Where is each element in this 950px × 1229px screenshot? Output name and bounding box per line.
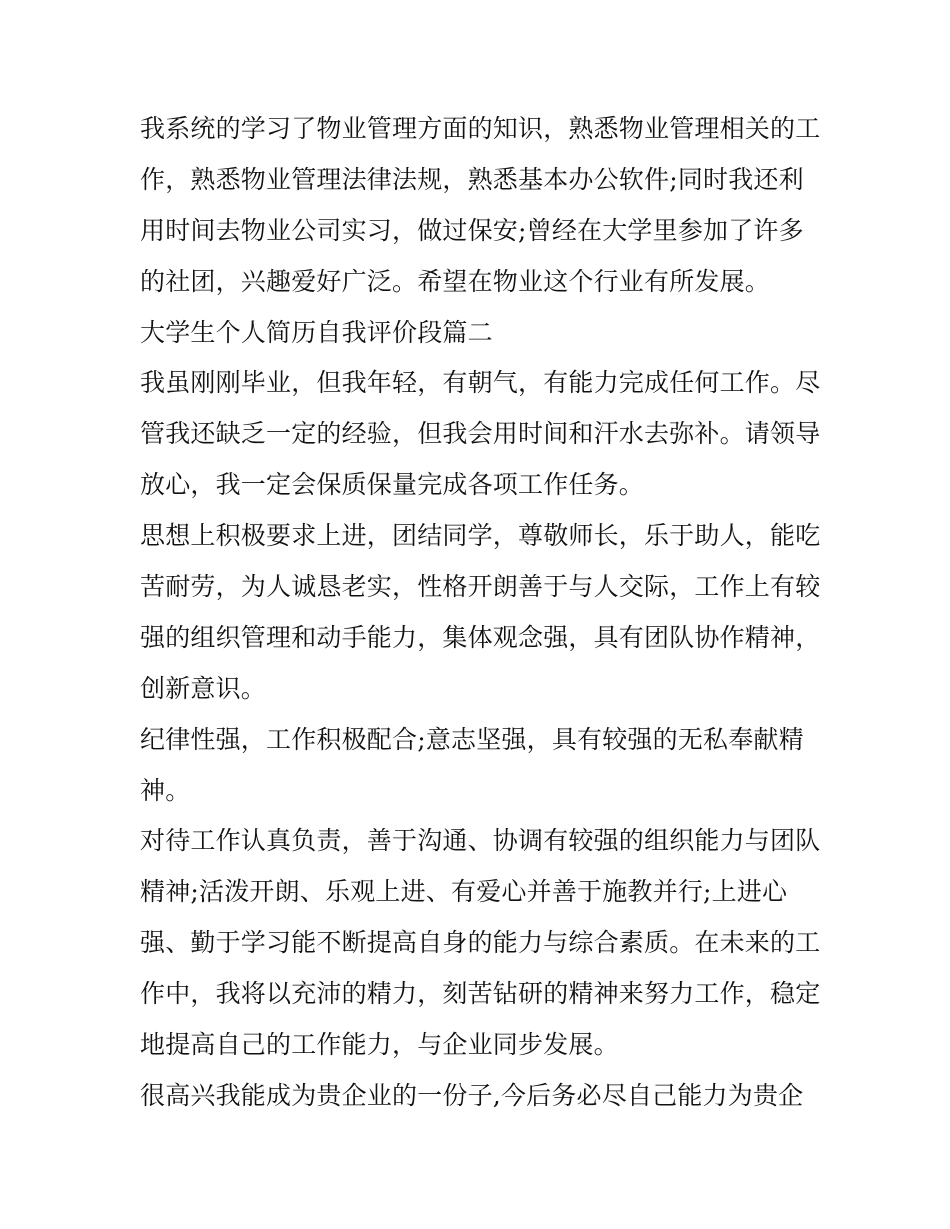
text-line: 作，熟悉物业管理法律法规，熟悉基本办公软件;同时我还利 — [140, 164, 804, 194]
text-line: 强、勤于学习能不断提高自身的能力与综合素质。在未来的工 — [140, 928, 821, 958]
text-line: 苦耐劳，为人诚恳老实，性格开朗善于与人交际，工作上有较 — [140, 572, 821, 602]
text-line: 纪律性强，工作积极配合;意志坚强，具有较强的无私奉献精 — [140, 724, 804, 754]
text-line: 精神;活泼开朗、乐观上进、有爱心并善于施教并行;上进心 — [140, 877, 788, 907]
text-line: 管我还缺乏一定的经验，但我会用时间和汗水去弥补。请领导 — [140, 419, 821, 449]
text-line: 地提高自己的工作能力，与企业同步发展。 — [140, 1030, 619, 1060]
text-line: 我虽刚刚毕业，但我年轻，有朝气，有能力完成任何工作。尽 — [140, 368, 821, 398]
text-line: 创新意识。 — [140, 673, 267, 703]
text-line: 的社团，兴趣爱好广泛。希望在物业这个行业有所发展。 — [140, 266, 771, 296]
text-line: 放心，我一定会保质保量完成各项工作任务。 — [140, 470, 645, 500]
text-line: 强的组织管理和动手能力，集体观念强，具有团队协作精神， — [140, 622, 821, 652]
text-line: 我系统的学习了物业管理方面的知识，熟悉物业管理相关的工 — [140, 114, 821, 143]
text-line: 很高兴我能成为贵企业的一份子,今后务必尽自己能力为贵企 — [140, 1080, 804, 1110]
text-line: 思想上积极要求上进，团结同学，尊敬师长，乐于助人，能吃 — [140, 521, 821, 551]
body-text — [140, 104, 820, 1122]
text-line: 神。 — [140, 775, 191, 805]
text-line: 用时间去物业公司实习，做过保安;曾经在大学里参加了许多 — [140, 215, 804, 245]
text-line: 作中，我将以充沛的精力，刻苦钻研的精神来努力工作，稳定 — [140, 979, 821, 1009]
section-heading: 大学生个人简历自我评价段篇二 — [140, 317, 493, 347]
text-line: 对待工作认真负责，善于沟通、协调有较强的组织能力与团队 — [140, 826, 821, 856]
